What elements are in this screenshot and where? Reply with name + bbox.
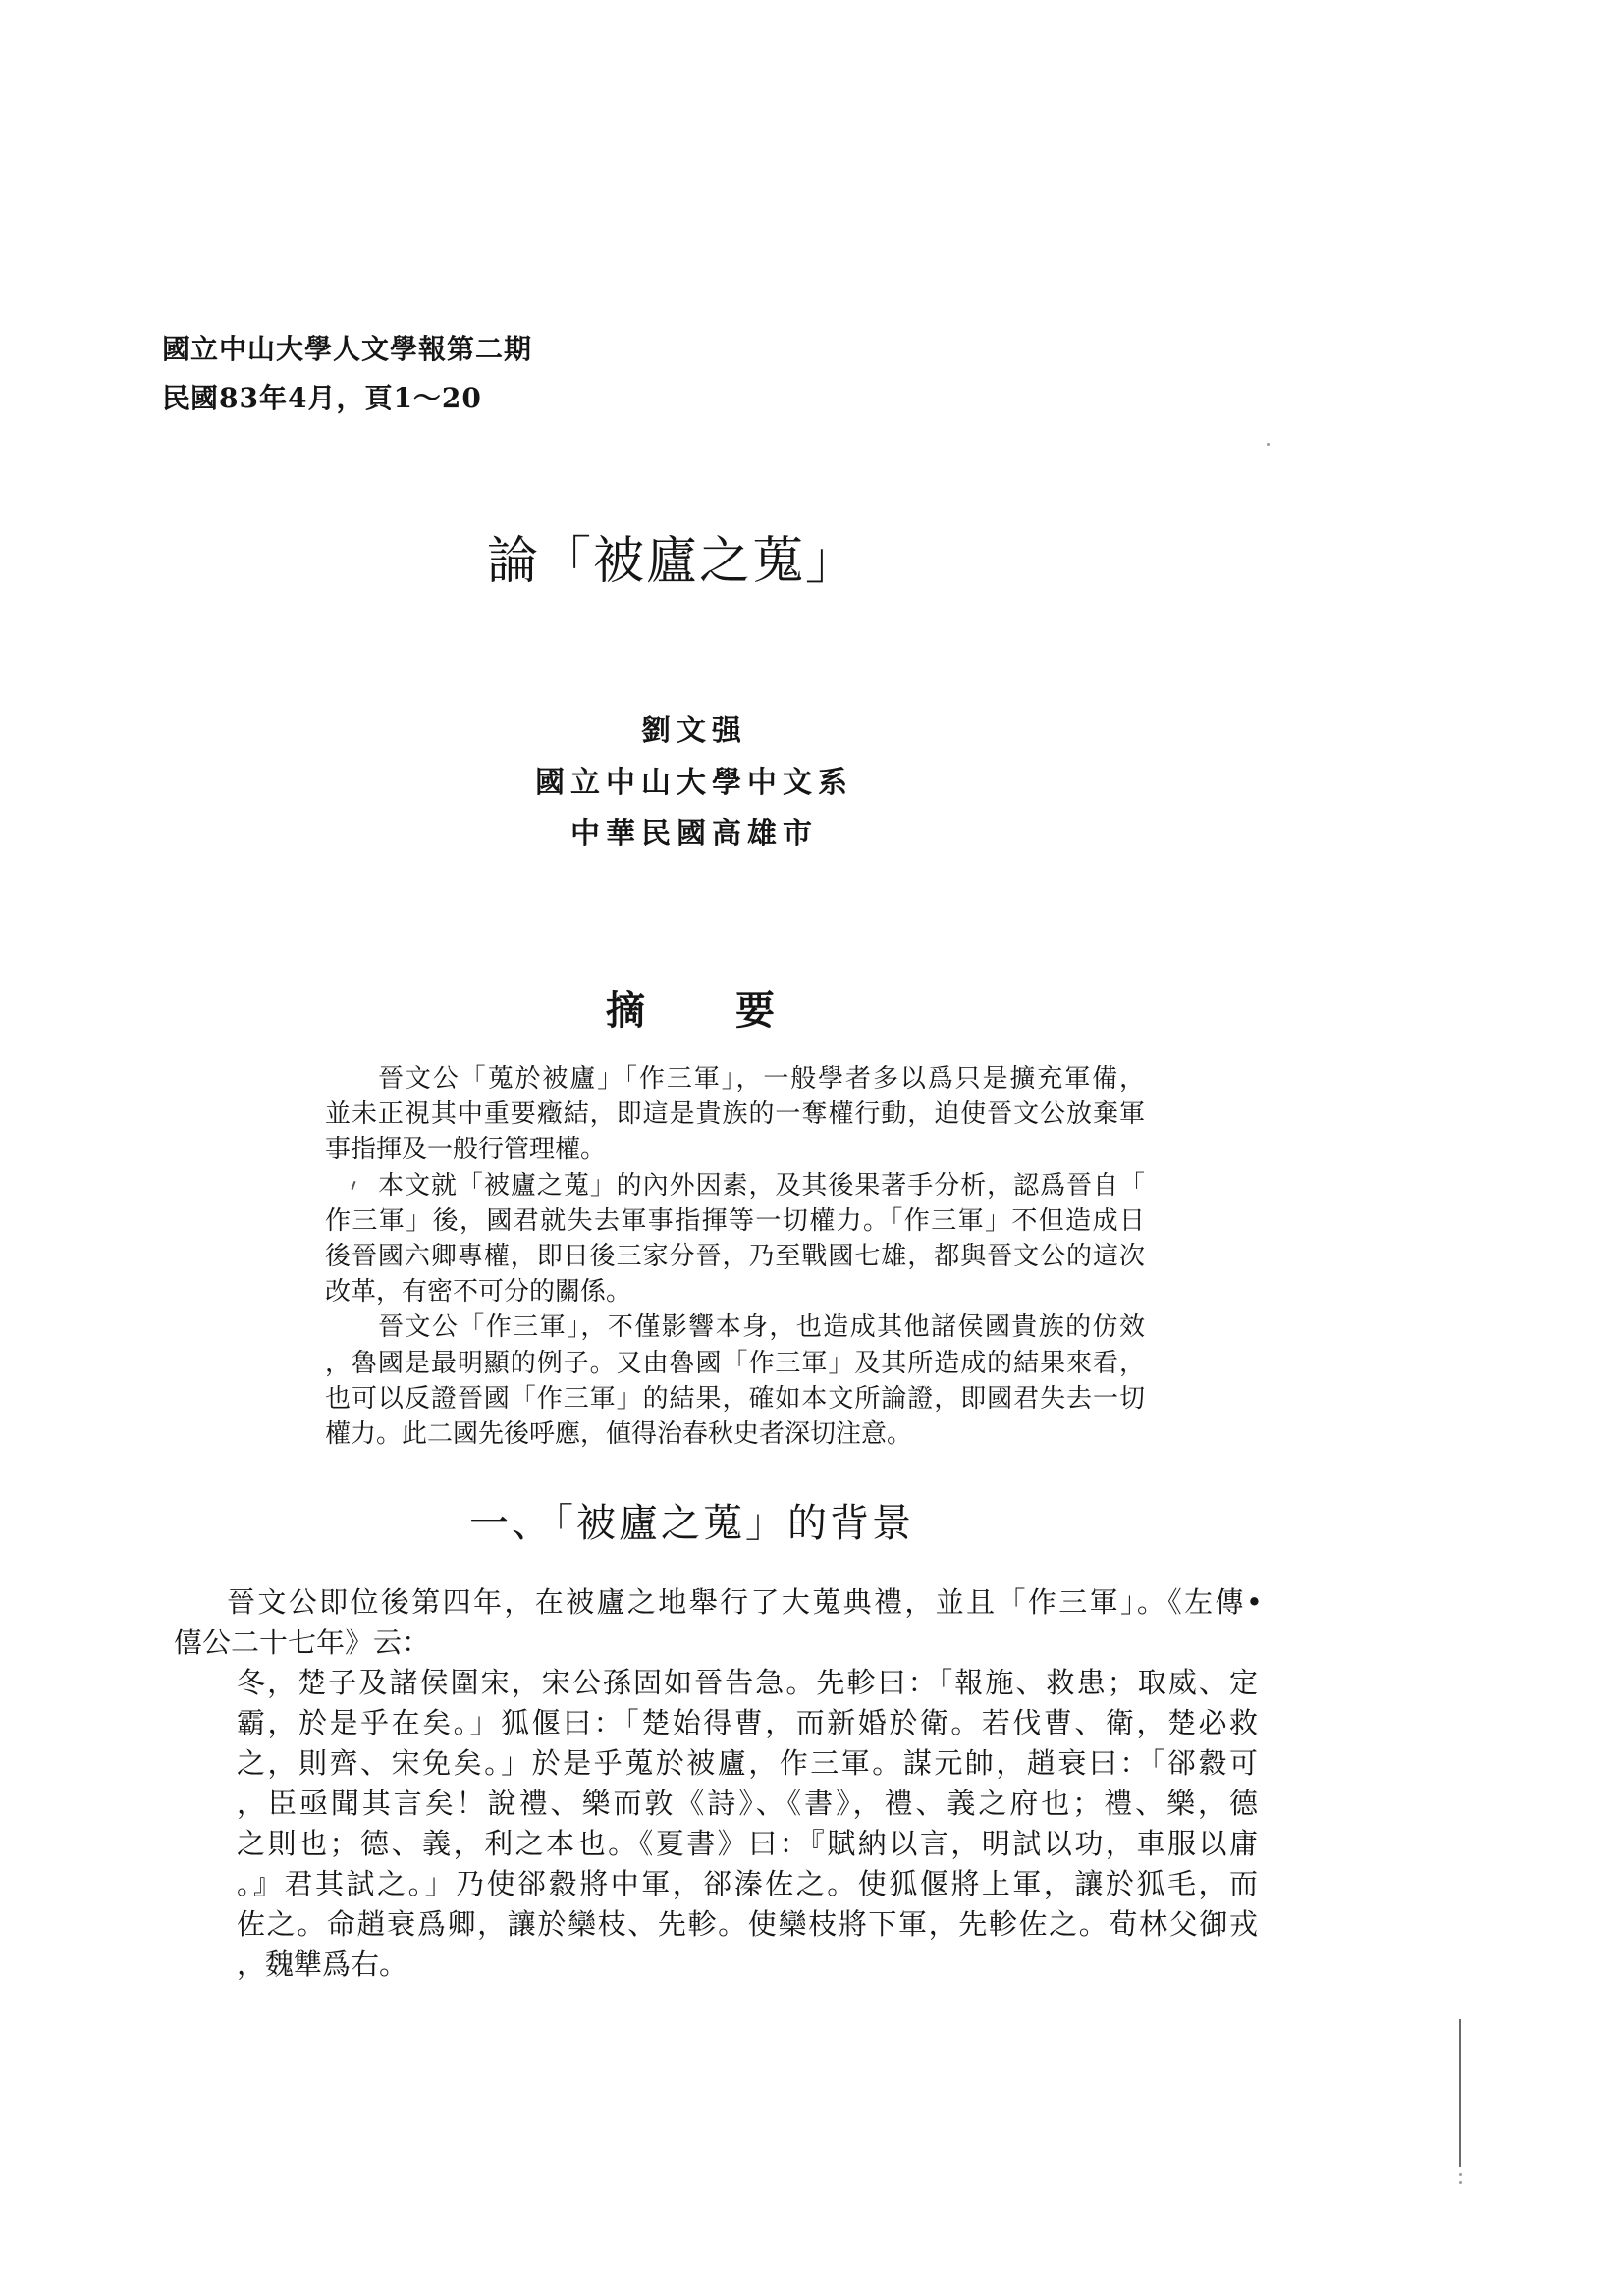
quote-line: ，魏犨爲右。 [237, 1948, 408, 1981]
journal-name: 國立中山大學人文學報第二期 [162, 333, 533, 365]
abstract-line: ，魯國是最明顯的例子。又由魯國「作三軍」及其所造成的結果來看， [325, 1348, 1145, 1378]
abstract-line: 後晉國六卿專權，即日後三家分晉，乃至戰國七雄，都與晉文公的這次 [325, 1241, 1145, 1271]
abstract-line: 事指揮及一般行管理權。 [325, 1135, 607, 1165]
scan-edge-line [1459, 2019, 1461, 2167]
abstract-line: 作三軍」後，國君就失去軍事指揮等一切權力。「作三軍」不但造成日 [325, 1205, 1145, 1236]
author-block [351, 706, 1038, 861]
abstract-heading: 摘 要 [606, 988, 800, 1034]
quote-line: ，臣亟聞其言矣！說禮、樂而敦《詩》、《書》，禮、義之府也；禮、樂，德 [237, 1787, 1258, 1820]
article-title: 論「被廬之蒐」 [487, 532, 859, 591]
journal-header [162, 325, 532, 423]
quote-line: 冬，楚子及諸侯圍宋，宋公孫固如晉告急。先軫曰：「報施、救患；取威、定 [237, 1666, 1258, 1699]
abstract-line: 權力。此二國先後呼應，値得治春秋史者深切注意。 [325, 1418, 913, 1449]
journal-issue-pages: 民國83年4月，頁1～20 [162, 382, 482, 414]
abstract-line: 晉文公「作三軍」，不僅影響本身，也造成其他諸侯國貴族的仿效 [378, 1312, 1145, 1343]
section-heading: 一、「被廬之蒐」的背景 [469, 1501, 914, 1546]
author-name: 劉文强 [641, 714, 747, 748]
quote-line: 佐之。命趙衰爲卿，讓於欒枝、先軫。使欒枝將下軍，先軫佐之。荀林父御戎 [237, 1907, 1258, 1941]
abstract-line: 晉文公「蒐於被廬」「作三軍」，一般學者多以爲只是擴充軍備， [378, 1064, 1145, 1094]
abstract-line: 本文就「被廬之蒐」的內外因素，及其後果著手分析，認爲晉自「 [378, 1170, 1145, 1201]
author-location: 中華民國高雄市 [570, 817, 818, 851]
scan-speck [1267, 443, 1270, 446]
section-body [0, 1582, 1624, 1985]
quote-line: 之，則齊、宋免矣。」於是乎蒐於被廬，作三軍。謀元帥，趙衰曰：「郤縠可 [237, 1746, 1258, 1780]
author-department: 國立中山大學中文系 [535, 765, 853, 800]
scan-speck [1459, 2173, 1462, 2176]
quote-line: 霸，於是乎在矣。」狐偃曰：「楚始得曹，而新婚於衛。若伐曹、衛，楚必救 [237, 1706, 1258, 1739]
body-line: 僖公二十七年》云： [174, 1626, 431, 1659]
abstract-line: 也可以反證晉國「作三軍」的結果，確如本文所論證，即國君失去一切 [325, 1383, 1145, 1414]
abstract-line: 並未正視其中重要癥結，即這是貴族的一奪權行動，迫使晉文公放棄軍 [325, 1099, 1145, 1130]
quote-line: 之則也；德、義，利之本也。《夏書》曰：『賦納以言，明試以功，車服以庸 [237, 1827, 1258, 1860]
quote-line: 。』君其試之。」乃使郤縠將中軍，郤溱佐之。使狐偃將上軍，讓於狐毛，而 [237, 1867, 1258, 1900]
scan-speck [1459, 2181, 1462, 2184]
body-line: 晉文公即位後第四年，在被廬之地舉行了大蒐典禮，並且「作三軍」。《左傳• [227, 1585, 1263, 1619]
abstract-line: 改革，有密不可分的關係。 [325, 1277, 632, 1308]
abstract-body [325, 1061, 1145, 1452]
